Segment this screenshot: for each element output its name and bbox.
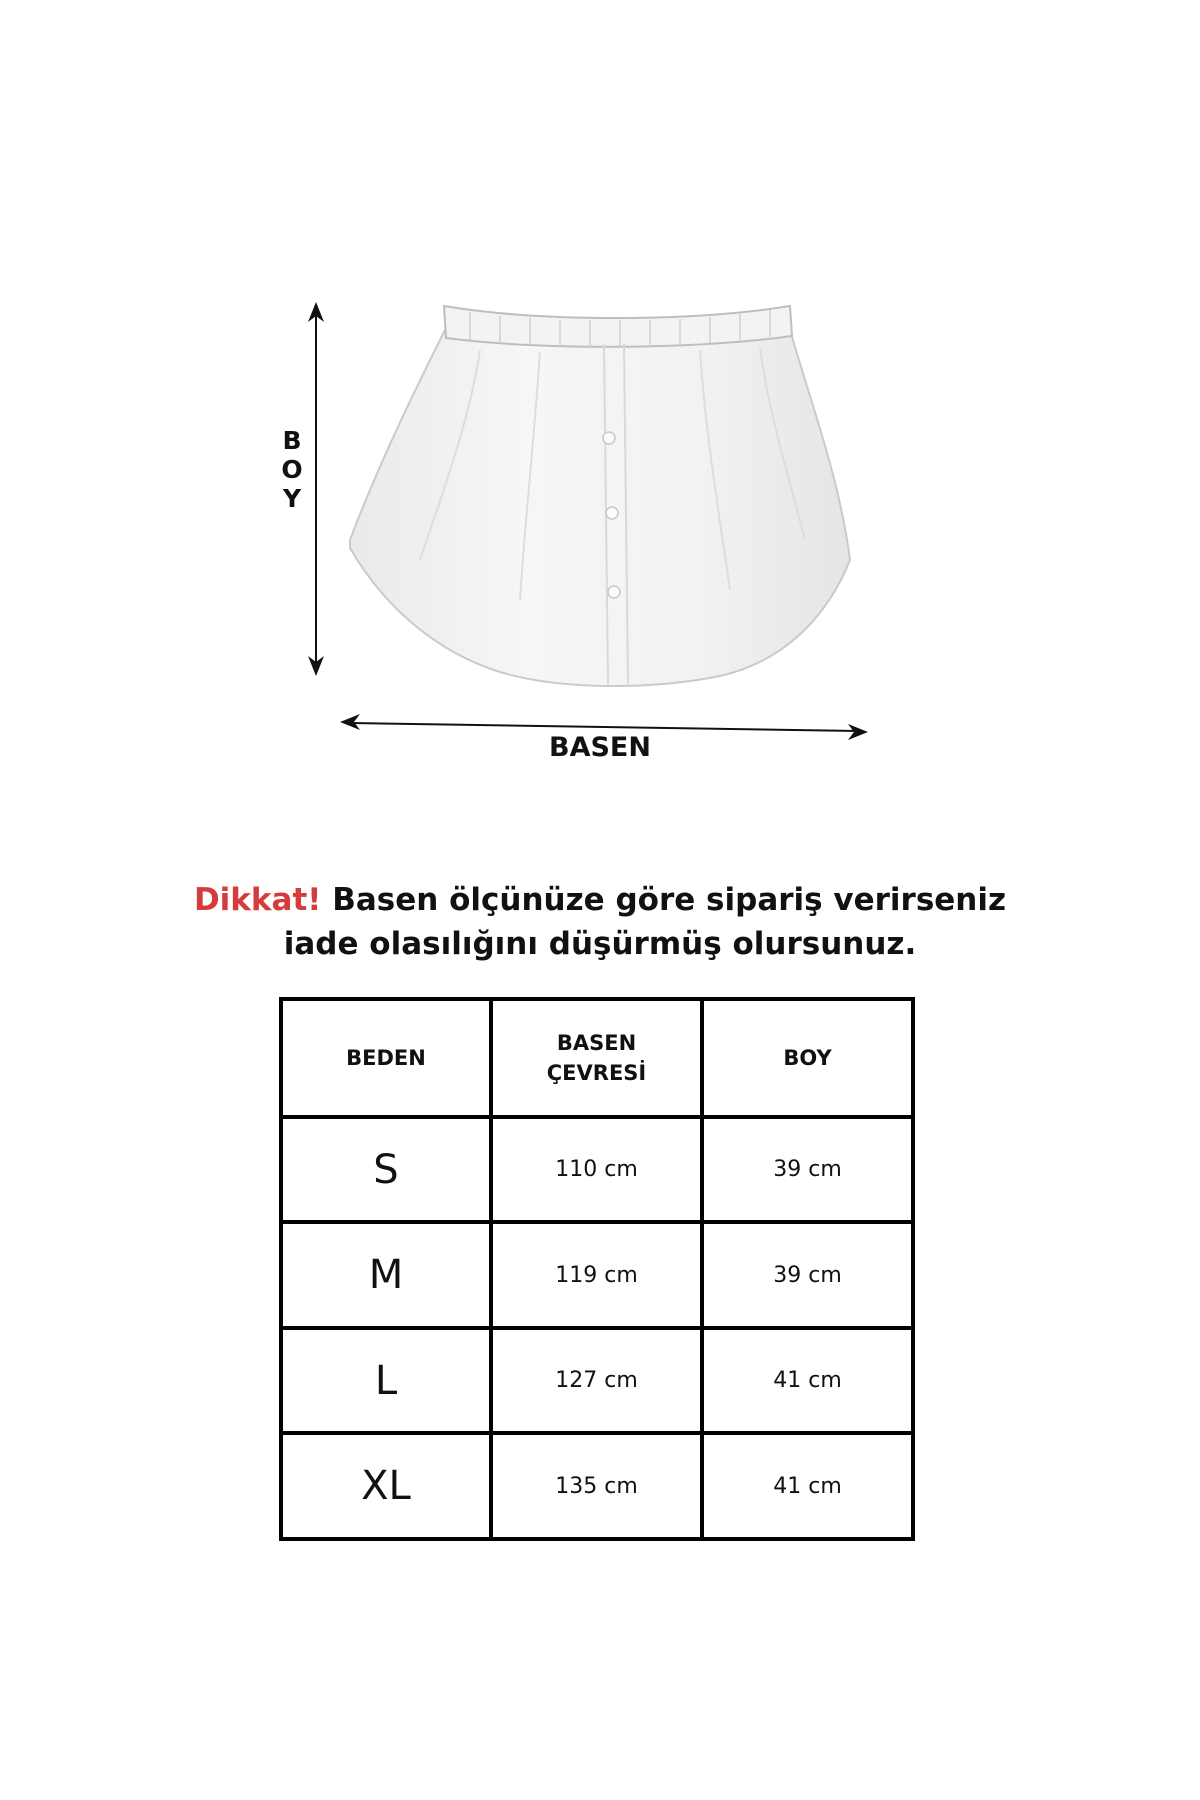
measurement-diagram: [0, 0, 1200, 800]
size-cell: XL: [281, 1433, 491, 1539]
warning-line-2: iade olasılığını düşürmüş olursunuz.: [283, 926, 917, 962]
basen-horizontal-label: BASEN: [549, 732, 651, 763]
table-row: [281, 1222, 913, 1328]
table-row: [281, 1328, 913, 1434]
warning-line-1: [150, 878, 1050, 922]
boy-cell: 39 cm: [702, 1222, 913, 1328]
basen-cell: 127 cm: [491, 1328, 702, 1434]
boy-vertical-label: [272, 426, 312, 513]
boy-cell: 39 cm: [702, 1117, 913, 1223]
table-header-row: [281, 999, 913, 1117]
button-icon: [606, 507, 618, 519]
header-basen-line-1: BASEN: [556, 1030, 637, 1055]
header-boy: BOY: [702, 999, 913, 1117]
size-cell: S: [281, 1117, 491, 1223]
basen-cell: 119 cm: [491, 1222, 702, 1328]
boy-letter: O: [281, 455, 303, 484]
warning-highlight: Dikkat!: [193, 882, 322, 918]
basen-cell: 110 cm: [491, 1117, 702, 1223]
arrow-left-icon: [340, 714, 360, 730]
size-chart-table: [279, 997, 915, 1541]
button-icon: [608, 586, 620, 598]
button-icon: [603, 432, 615, 444]
header-basen-cevresi: [491, 999, 702, 1117]
table-row: [281, 1117, 913, 1223]
header-basen-line-2: ÇEVRESİ: [546, 1060, 647, 1085]
warning-line-1-text: Basen ölçünüze göre sipariş verirseniz: [332, 882, 1007, 918]
boy-letter: B: [282, 426, 302, 455]
shirt-extender-skirt: [350, 328, 850, 686]
horizontal-arrow-line: [350, 723, 858, 731]
garment-illustration: [0, 0, 1200, 800]
warning-notice: [150, 878, 1050, 966]
boy-letter: Y: [282, 484, 302, 513]
header-beden: BEDEN: [281, 999, 491, 1117]
basen-cell: 135 cm: [491, 1433, 702, 1539]
arrow-right-icon: [848, 724, 868, 740]
size-cell: L: [281, 1328, 491, 1434]
table-row: [281, 1433, 913, 1539]
size-cell: M: [281, 1222, 491, 1328]
boy-cell: 41 cm: [702, 1433, 913, 1539]
boy-cell: 41 cm: [702, 1328, 913, 1434]
